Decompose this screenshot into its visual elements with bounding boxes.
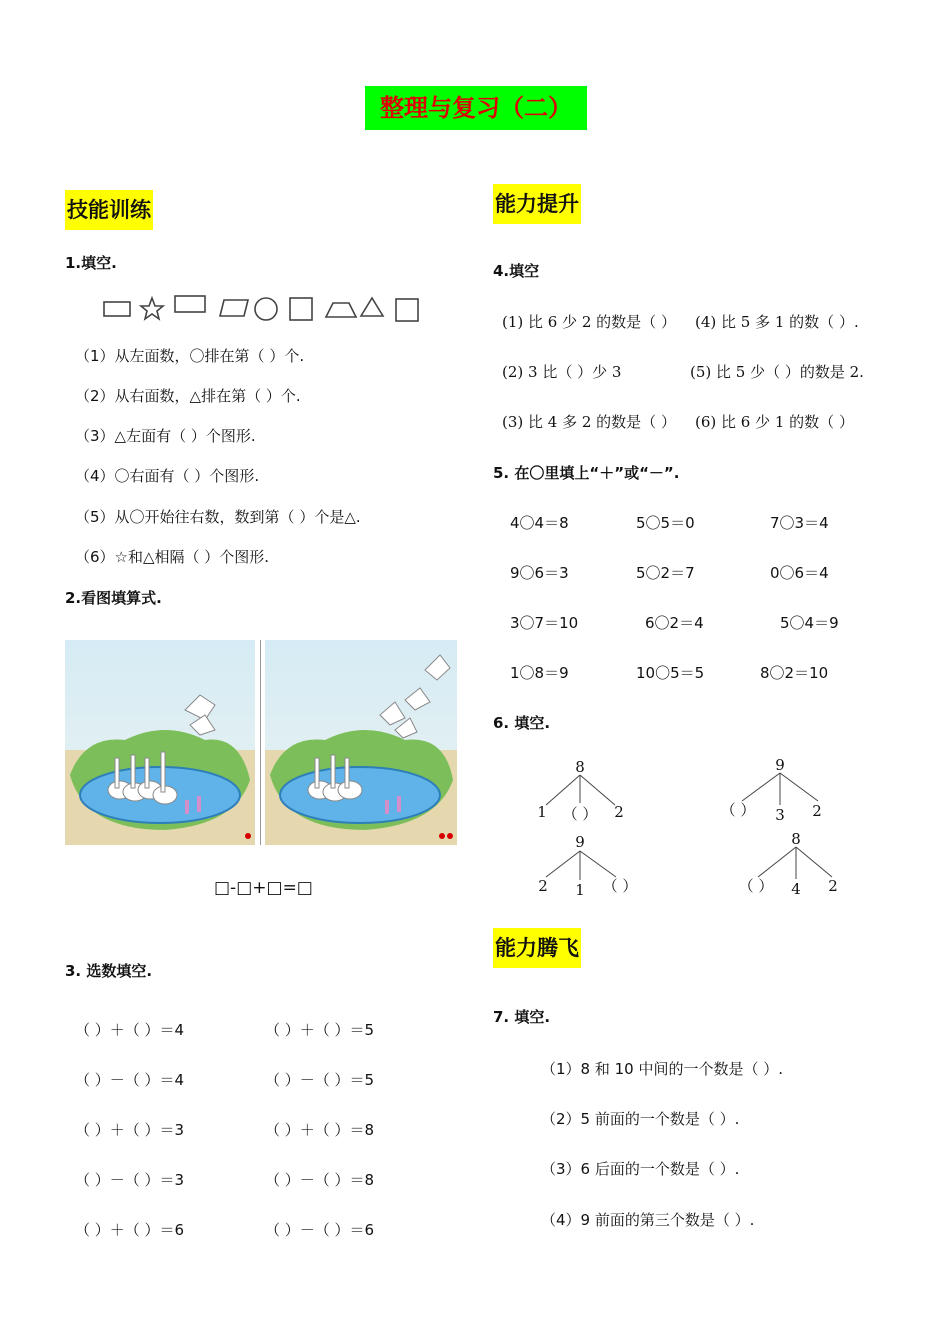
q2-formula: □-□+□=□: [214, 878, 313, 898]
q5-eq-3a: 3〇7＝10: [510, 614, 579, 632]
q7-item-3: （3）6 后面的一个数是（ ）.: [541, 1160, 740, 1178]
tree2-right: 2: [812, 802, 822, 820]
number-trees: [520, 755, 860, 905]
q3-eq-3a: （ ）＋（ ）＝3: [75, 1121, 185, 1139]
q1-item-3: （3）△左面有（ ）个图形.: [75, 427, 256, 445]
tree1-middle: （ ）: [562, 805, 598, 823]
q5-eq-2c: 0〇6＝4: [770, 564, 829, 582]
tree3-middle: 1: [575, 881, 585, 899]
q5-eq-4a: 1〇8＝9: [510, 664, 569, 682]
q4-item-2: (2) 3 比（ ）少 3: [502, 363, 622, 381]
q3-heading: 3. 选数填空.: [65, 962, 153, 980]
rectangle-shape: [175, 296, 205, 312]
swan-picture: [65, 640, 457, 845]
tree3-right: （ ）: [602, 877, 638, 895]
circle-shape: [255, 298, 277, 320]
q3-eq-2a: （ ）－（ ）＝4: [75, 1071, 185, 1089]
q5-eq-2b: 5〇2＝7: [636, 564, 695, 582]
shapes-row: [100, 290, 425, 326]
q7-item-1: （1）8 和 10 中间的一个数是（ ）.: [541, 1060, 784, 1078]
square-shape: [290, 298, 312, 320]
picture-panel-left: [65, 640, 255, 845]
q3-eq-2b: （ ）－（ ）＝5: [265, 1071, 375, 1089]
tree2-middle: 3: [775, 806, 785, 824]
q1-item-4: （4）〇右面有（ ）个图形.: [75, 467, 260, 485]
q1-item-1: （1）从左面数，〇排在第（ ）个.: [75, 347, 305, 365]
q3-eq-5a: （ ）＋（ ）＝6: [75, 1221, 185, 1239]
q5-eq-1a: 4〇4＝8: [510, 514, 569, 532]
q5-eq-4c: 8〇2＝10: [760, 664, 829, 682]
q7-item-2: （2）5 前面的一个数是（ ）.: [541, 1110, 740, 1128]
section-skill-training: 技能训练: [65, 190, 153, 230]
q5-eq-3c: 5〇4＝9: [780, 614, 839, 632]
tree1-top: 8: [575, 758, 585, 776]
q7-heading: 7. 填空.: [493, 1008, 551, 1026]
q6-heading: 6. 填空.: [493, 714, 551, 732]
tree4-top: 8: [791, 830, 801, 848]
tree1-right: 2: [614, 803, 624, 821]
triangle-shape: [361, 298, 383, 316]
q3-eq-4b: （ ）－（ ）＝8: [265, 1171, 375, 1189]
page-title: 整理与复习（二）: [365, 86, 587, 130]
q3-eq-3b: （ ）＋（ ）＝8: [265, 1121, 375, 1139]
trapezoid-shape: [326, 303, 356, 317]
q4-heading: 4.填空: [493, 262, 540, 280]
tree3-top: 9: [575, 833, 585, 851]
q5-eq-1b: 5〇5＝0: [636, 514, 695, 532]
tree1-left: 1: [537, 803, 547, 821]
q5-eq-3b: 6〇2＝4: [645, 614, 704, 632]
q3-eq-5b: （ ）－（ ）＝6: [265, 1221, 375, 1239]
q2-heading: 2.看图填算式.: [65, 589, 162, 607]
q3-eq-4a: （ ）－（ ）＝3: [75, 1171, 185, 1189]
small-rectangle-shape: [104, 302, 130, 316]
star-shape: [141, 298, 163, 319]
q1-item-5: （5）从〇开始往右数，数到第（ ）个是△.: [75, 508, 361, 526]
q7-item-4: （4）9 前面的第三个数是（ ）.: [541, 1211, 755, 1229]
tree2-left: （ ）: [720, 801, 756, 819]
q4-item-6: (6) 比 6 少 1 的数（ ）: [695, 413, 854, 431]
q4-item-1: (1) 比 6 少 2 的数是（ ）: [502, 313, 676, 331]
square-shape-2: [396, 299, 418, 321]
section-ability-improve: 能力提升: [493, 184, 581, 224]
q1-item-2: （2）从右面数，△排在第（ ）个.: [75, 387, 301, 405]
tree4-left: （ ）: [738, 877, 774, 895]
section-ability-soar: 能力腾飞: [493, 928, 581, 968]
tree4-right: 2: [828, 877, 838, 895]
q5-eq-4b: 10〇5＝5: [636, 664, 705, 682]
q5-heading: 5. 在〇里填上“＋”或“－”.: [493, 464, 680, 482]
tree4-middle: 4: [791, 880, 801, 898]
parallelogram-shape: [220, 300, 248, 316]
tree2-top: 9: [775, 756, 785, 774]
q4-item-3: (3) 比 4 多 2 的数是（ ）: [502, 413, 676, 431]
q5-eq-2a: 9〇6＝3: [510, 564, 569, 582]
picture-panel-right: [265, 640, 457, 845]
tree3-left: 2: [538, 877, 548, 895]
q3-eq-1b: （ ）＋（ ）＝5: [265, 1021, 375, 1039]
q1-heading: 1.填空.: [65, 254, 117, 272]
q3-eq-1a: （ ）＋（ ）＝4: [75, 1021, 185, 1039]
q4-item-4: (4) 比 5 多 1 的数（ ）.: [695, 313, 859, 331]
q5-eq-1c: 7〇3＝4: [770, 514, 829, 532]
q4-item-5: (5) 比 5 少（ ）的数是 2.: [690, 363, 864, 381]
q1-item-6: （6）☆和△相隔（ ）个图形.: [75, 548, 270, 566]
